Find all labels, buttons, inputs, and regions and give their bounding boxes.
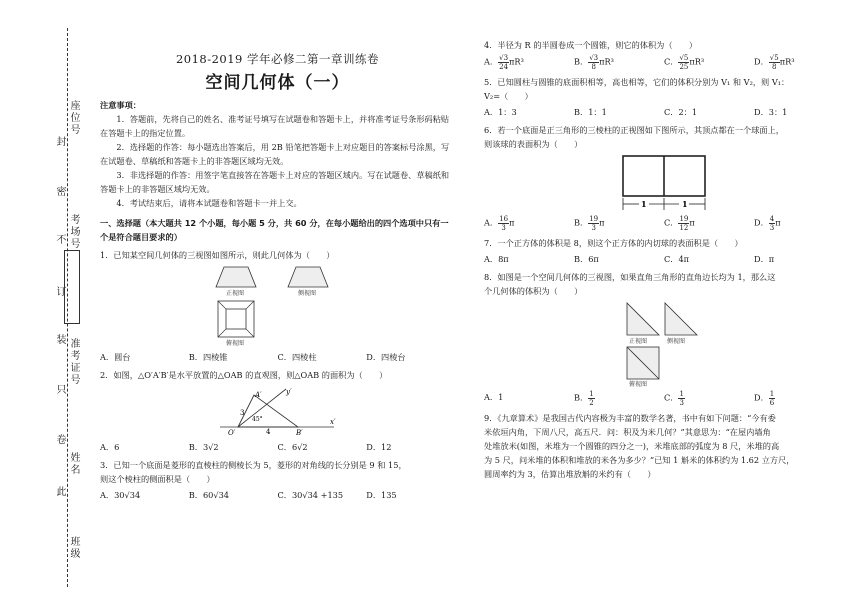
q3-option-c[interactable]: C．30√34 +135 bbox=[277, 490, 344, 500]
q2-point-b: B′ bbox=[295, 429, 303, 437]
question-8-stem-1: 8．如图是一个空间几何体的三视图，如果直角三角形的直角边长均为 1，那么这 bbox=[484, 272, 776, 282]
q1-option-d[interactable]: D．四棱台 bbox=[366, 352, 406, 362]
binding-margin bbox=[0, 0, 90, 607]
q8-front-view bbox=[627, 303, 659, 335]
question-3-stem-1: 3．已知一个底面是菱形的直棱柱的侧棱长为 5，菱形的对角线的长分别是 9 和 15， bbox=[100, 460, 407, 470]
q2-option-c[interactable]: C．6√2 bbox=[277, 442, 308, 452]
q2-side-4: 4 bbox=[265, 428, 270, 436]
exam-room-label: 考场号 bbox=[68, 214, 79, 250]
q2-point-o: O′ bbox=[227, 429, 235, 437]
q6-option-b[interactable]: B． $\frac{19}{3}$ π bbox=[574, 215, 605, 232]
seat-number-label: 座位号 bbox=[68, 100, 79, 136]
q2-x-label: x′ bbox=[329, 418, 336, 426]
question-4-stem: 4．半径为 R 的半圆卷成一个圆锥，则它的体积为（ ） bbox=[484, 40, 698, 50]
left-column bbox=[100, 0, 455, 607]
question-3-stem-2: 则这个棱柱的侧面积是（ ） bbox=[100, 474, 215, 484]
question-6-options bbox=[484, 215, 844, 232]
binding-char: 装 bbox=[54, 334, 65, 346]
q7-option-c[interactable]: C．4π bbox=[664, 254, 690, 264]
class-label: 班级 bbox=[68, 536, 79, 560]
q6-option-d[interactable]: D． $\frac{4}{3}$ π bbox=[754, 215, 781, 232]
q8-front-label: 正视图 bbox=[629, 338, 648, 345]
question-5-options bbox=[484, 105, 844, 119]
q6-option-c[interactable]: C． $\frac{19}{12}$ π bbox=[664, 215, 695, 232]
binding-char: 此 bbox=[54, 486, 65, 498]
question-5-stem-1: 5．已知圆柱与圆锥的底面积相等，高也相等，它们的体积分别为 V₁ 和 V₂，则 V₁： bbox=[484, 77, 790, 87]
ticket-number-label: 准考证号 bbox=[68, 338, 79, 386]
question-6-stem-1: 6．若一个底面是正三角形的三棱柱的正视图如下图所示，其顶点都在一个球面上， bbox=[484, 125, 784, 135]
q2-y-label: y′ bbox=[285, 388, 292, 396]
q1-side-view bbox=[288, 267, 328, 287]
q7-option-b[interactable]: B．6π bbox=[574, 254, 599, 264]
q8-top-label: 俯视图 bbox=[629, 381, 648, 387]
q2-option-d[interactable]: D．12 bbox=[366, 442, 392, 452]
q3-option-a[interactable]: A．30√34 bbox=[100, 490, 141, 500]
q6-option-a[interactable]: A． $\frac{16}{3}$ π bbox=[484, 215, 515, 232]
q7-option-a[interactable]: A．8π bbox=[484, 254, 509, 264]
q1-front-label: 正视图 bbox=[225, 290, 244, 297]
q2-side-3: 3 bbox=[239, 409, 244, 417]
q3-option-b[interactable]: B．60√34 bbox=[188, 490, 230, 500]
question-2-stem: 2．如图，△O′A′B′是水平放置的△OAB 的直观图，则△OAB 的面积为（ ） bbox=[100, 370, 388, 380]
q8-option-b[interactable]: B． $\frac{1}{2}$ bbox=[574, 390, 594, 407]
q6-dim-right: 1 bbox=[682, 199, 688, 209]
q2-option-a[interactable]: A．6 bbox=[100, 442, 120, 452]
note-item: 4．考试结束后，请将本试题卷和答题卡一并上交。 bbox=[116, 198, 302, 208]
q2-oblique-figure bbox=[218, 385, 338, 437]
question-5-stem-2: V₂=（ ） bbox=[484, 91, 533, 101]
binding-char: 封 bbox=[54, 136, 65, 148]
question-8-stem-2: 个几何体的体积为（ ） bbox=[484, 286, 583, 296]
q2-triangle bbox=[238, 395, 298, 427]
question-9-line: 圆周率约为 3，估算出堆放斛的米约有（ ） bbox=[484, 469, 656, 479]
q8-option-c[interactable]: C． $\frac{1}{3}$ bbox=[664, 390, 684, 407]
q1-three-views-figure bbox=[208, 265, 348, 347]
binding-char: 订 bbox=[54, 286, 65, 298]
note-item: 2．选择题的作答：每小题选出答案后，用 2B 铅笔把答题卡上对应题目的答案标号涂黑，写在试题卷、草稿纸和答题卡上的非答题区域均无效。 bbox=[100, 142, 450, 166]
question-7-options bbox=[484, 252, 844, 266]
q8-option-d[interactable]: D． $\frac{1}{6}$ bbox=[754, 390, 775, 407]
question-1-stem: 1．已知某空间几何体的三视图如图所示，则此几何体为（ ） bbox=[100, 250, 335, 260]
q4-option-d[interactable]: D． $\frac{√5}{8}$ πR³ bbox=[754, 54, 795, 71]
question-3-options bbox=[100, 488, 455, 502]
q2-point-a: A′ bbox=[254, 391, 262, 399]
q1-option-c[interactable]: C．四棱柱 bbox=[277, 352, 317, 362]
question-4-options bbox=[484, 54, 844, 71]
binding-char: 只 bbox=[54, 384, 65, 396]
q8-three-views-figure bbox=[619, 301, 709, 387]
q1-top-label: 俯视图 bbox=[225, 340, 244, 347]
q4-option-b[interactable]: B． $\frac{√3}{8}$ πR³ bbox=[574, 54, 614, 71]
question-9-line: 米依垣内角，下周八尺，高五尺．问：积及为米几何？”其意思为：“在屋内墙角 bbox=[484, 427, 771, 437]
q8-option-a[interactable]: A．1 bbox=[484, 392, 504, 402]
q2-angle: 45° bbox=[251, 416, 263, 423]
q5-option-c[interactable]: C．2：1 bbox=[664, 107, 698, 117]
question-9-line: 为 5 尺，问米堆的体积和堆放的米各为多少？”已知 1 斛米的体积约为 1.62 立方尺， bbox=[484, 455, 795, 465]
q7-option-d[interactable]: D．π bbox=[754, 254, 775, 264]
question-9-line: 9．《九章算术》是我国古代内容极为丰富的数学名著，书中有如下问题：“今有委 bbox=[484, 413, 776, 423]
q6-front-view-figure bbox=[609, 154, 719, 212]
binding-char: 不 bbox=[54, 234, 65, 246]
q2-option-b[interactable]: B．3√2 bbox=[188, 442, 219, 452]
question-6-stem-2: 则该球的表面积为（ ） bbox=[484, 139, 583, 149]
note-item: 1．答题前，先将自己的姓名、准考证号填写在试题卷和答题卡上，并将准考证号条形码粘贴在答题卡上的指定位置。 bbox=[100, 114, 450, 138]
question-1-options bbox=[100, 350, 455, 364]
q4-option-a[interactable]: A． $\frac{√3}{24}$ πR³ bbox=[484, 54, 524, 71]
note-item: 3．非选择题的作答：用签字笔直接答在答题卡上对应的答题区域内。写在试题卷、草稿纸和答题卡上的非答题区域均无效。 bbox=[100, 170, 450, 194]
binding-char: 卷 bbox=[54, 434, 65, 446]
q5-option-a[interactable]: A．1：3 bbox=[484, 107, 517, 117]
q5-option-d[interactable]: D．3：1 bbox=[754, 107, 788, 117]
q1-top-view-inner bbox=[226, 309, 246, 329]
exam-room-box[interactable] bbox=[64, 250, 80, 324]
q6-dim-left: 1 bbox=[641, 199, 647, 209]
binding-char: 密 bbox=[54, 186, 65, 198]
q8-side-label: 侧视图 bbox=[667, 338, 686, 345]
question-9-line: 处堆放米(如图，米堆为一个圆锥的四分之一)，米堆底部的弧度为 8 尺，米堆的高 bbox=[484, 441, 780, 451]
q1-side-label: 侧视图 bbox=[297, 290, 316, 297]
exam-subtitle: 空间几何体（一） bbox=[205, 73, 350, 93]
exam-title: 2018-2019 学年必修二第一章训练卷 bbox=[175, 52, 380, 66]
question-2-options bbox=[100, 440, 455, 454]
q1-front-view bbox=[216, 267, 256, 287]
notes-heading: 注意事项： bbox=[100, 100, 141, 110]
question-8-options bbox=[484, 390, 844, 407]
q1-option-b[interactable]: B．四棱锥 bbox=[188, 352, 228, 362]
right-column bbox=[484, 0, 844, 607]
q1-option-a[interactable]: A．圆台 bbox=[100, 352, 131, 362]
section-heading: 一、选择题（本大题共 12 个小题，每小题 5 分，共 60 分，在每小题给出的四个选项中只有一个是符合题目要求的） bbox=[100, 218, 449, 242]
q3-option-d[interactable]: D．135 bbox=[366, 490, 397, 500]
q4-option-c[interactable]: C． $\frac{√5}{25}$ πR³ bbox=[664, 54, 705, 71]
question-7-stem: 7．一个正方体的体积是 8，则这个正方体的内切球的表面积是（ ） bbox=[484, 238, 743, 248]
q8-side-view bbox=[665, 303, 697, 335]
q5-option-b[interactable]: B．1：1 bbox=[574, 107, 607, 117]
name-label: 姓名 bbox=[68, 452, 79, 476]
